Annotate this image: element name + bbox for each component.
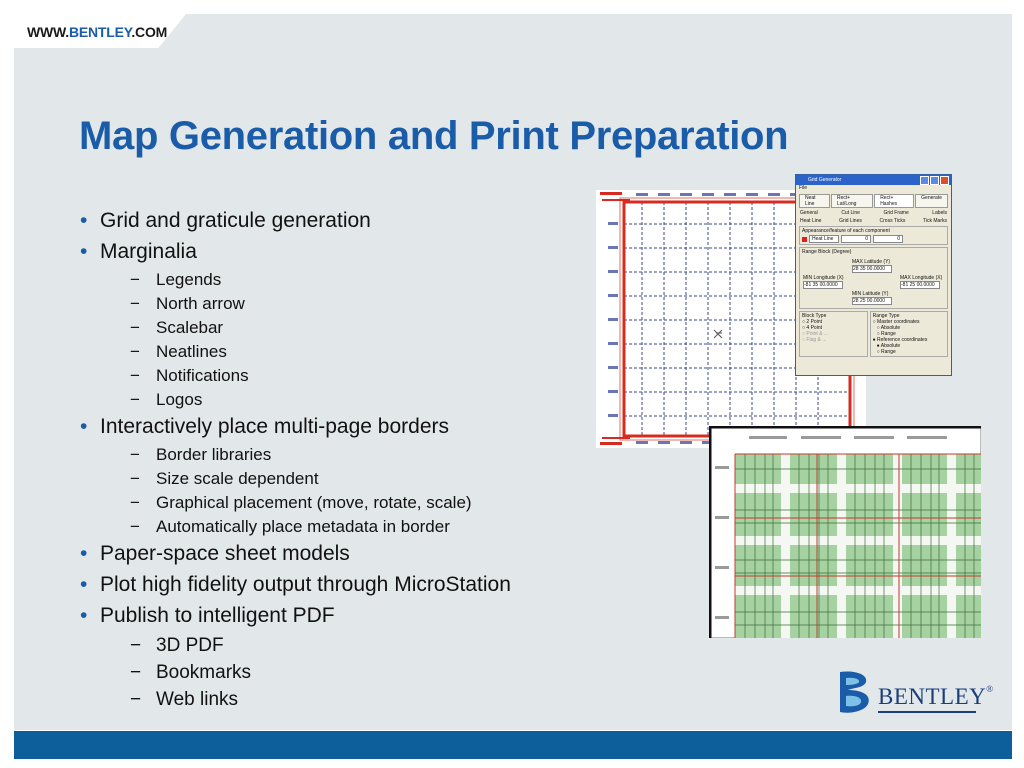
sub-bullet-item: − North arrow [78,292,618,316]
radio-icon: ● [876,343,881,349]
menu-file[interactable]: File [799,185,808,191]
max-lon-input[interactable]: -81 25 00.0000 [900,281,940,289]
bullet-list [78,206,618,713]
tab-rect-hashes[interactable]: Rect+ Hashes [874,194,914,208]
radio-icon: ○ [876,331,882,337]
grid-frame-checkbox[interactable]: Grid Frame [883,210,909,216]
dialog-menubar [796,185,951,193]
block-option[interactable]: ○ Flag & ... [802,337,827,343]
appearance-controls [802,235,945,243]
radio-icon: ○ [802,319,807,325]
range-option[interactable]: ● Reference coordinates [872,337,928,343]
dialog-title: Grid Generator [808,177,842,183]
tab-neat-line[interactable]: Neat Line [799,194,830,208]
block-option[interactable]: ○ 2 Point [802,319,822,325]
radio-icon: ○ [802,325,807,331]
appearance-group [799,226,948,245]
sub-bullet-item: − Bookmarks [78,659,618,686]
range-group [799,247,948,309]
bullet-item: • Plot high fidelity output through MicroStation [78,570,618,601]
range-option[interactable]: ○ Master coordinates [872,319,920,325]
range-label: Range Block (Degree) [802,249,852,255]
min-lon-input[interactable]: -81 35 00.0000 [803,281,843,289]
line-select[interactable]: Heat Line [809,235,839,243]
min-lat-input[interactable]: 28 25 00.0000 [852,297,892,305]
radio-icon: ○ [872,319,878,325]
block-type-group [799,311,868,357]
style-select[interactable]: 0 [873,235,903,243]
radio-icon: ○ [876,325,881,331]
bullet-item: • Publish to intelligent PDF [78,601,618,632]
block-type-label: Block Type [802,313,827,319]
bullet-item: • Marginalia [78,237,618,268]
bentley-logo [836,668,994,716]
bullet-item: • Grid and graticule generation [78,206,618,237]
slide-title: Map Generation and Print Preparation [79,114,789,158]
appearance-label: Appearance/feature of each component [802,228,890,234]
range-type-group [870,311,948,357]
sub-bullet-item: − Graphical placement (move, rotate, scale) [78,491,618,515]
dialog-tabs [799,194,948,208]
radio-icon: ○ [876,349,882,355]
cut-line-checkbox[interactable]: Cut Line [841,210,860,216]
block-option[interactable]: ○ Point & ... [802,331,829,337]
parcel-map-figure [709,426,981,638]
radio-icon: ● [872,337,878,343]
bentley-b-icon [836,668,876,716]
sub-bullet-item: − Scalebar [78,316,618,340]
block-option[interactable]: ○ 4 Point [802,325,822,331]
grid-generator-dialog [795,174,952,376]
maximize-icon[interactable] [930,176,939,185]
color-swatch[interactable] [802,237,807,242]
min-lat-label: MIN Latitude (Y) [852,291,889,297]
sub-bullet-item: − Border libraries [78,443,618,467]
footer-bar [14,731,1012,759]
sub-bullet-item: − Size scale dependent [78,467,618,491]
bullet-item: • Paper-space sheet models [78,539,618,570]
tab-generate[interactable]: Generate [915,194,948,208]
range-option[interactable]: ○ Range [876,349,896,355]
cross-ticks-checkbox[interactable]: Cross Ticks [879,218,906,224]
tab-rect-lat-long[interactable]: Rect+ Lat/Long [831,194,873,208]
sub-bullet-item: − 3D PDF [78,632,618,659]
tick-marks-checkbox[interactable]: Tick Marks [923,218,947,224]
max-lon-label: MAX Longitude (X) [900,275,943,281]
close-icon[interactable] [940,176,949,185]
minimize-icon[interactable] [920,176,929,185]
sub-bullet-item: − Web links [78,686,618,713]
range-option[interactable]: ○ Absolute [876,325,901,331]
component-row-1 [800,210,947,216]
radio-icon: ○ [802,337,807,343]
logo-wordmark: BENTLEY® [878,684,994,709]
sub-bullet-item: − Neatlines [78,340,618,364]
grid-lines-checkbox[interactable]: Grid Lines [839,218,862,224]
min-lon-label: MIN Longitude (X) [803,275,844,281]
labels-checkbox[interactable]: Labels [932,210,947,216]
heat-line-checkbox[interactable]: Heat Line [800,218,822,224]
weight-select[interactable]: 0 [841,235,871,243]
sub-bullet-item: − Notifications [78,364,618,388]
dialog-titlebar [796,175,951,185]
bullet-item: • Interactively place multi-page borders [78,412,618,443]
max-lat-input[interactable]: 28 35 00.0000 [852,265,892,273]
range-option[interactable]: ○ Range [876,331,896,337]
max-lat-label: MAX Latitude (Y) [852,259,891,265]
website-url: WWW.BENTLEY.COM [27,24,168,40]
range-type-label: Range Type [872,313,900,319]
sub-bullet-item: − Logos [78,388,618,412]
window-controls [920,176,949,185]
sub-bullet-item: − Automatically place metadata in border [78,515,618,539]
general-checkbox[interactable]: General [800,210,818,216]
logo-underline [878,711,976,713]
sub-bullet-item: − Legends [78,268,618,292]
component-row-2 [800,218,947,224]
range-option[interactable]: ● Absolute [876,343,901,349]
type-groups [799,311,948,357]
parcel-area [735,454,981,638]
radio-icon: ○ [802,331,807,337]
